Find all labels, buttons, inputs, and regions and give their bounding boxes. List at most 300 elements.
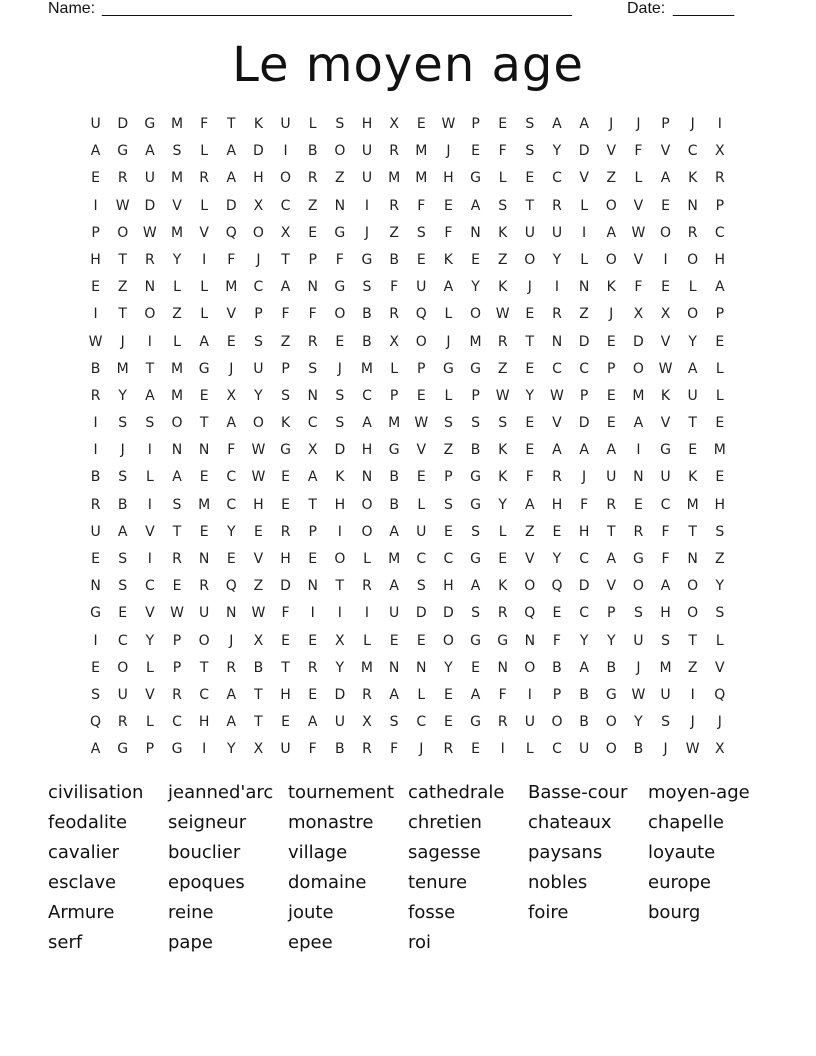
grid-row: [82, 301, 734, 328]
grid-letter: O: [605, 741, 617, 758]
grid-row: [82, 274, 734, 301]
grid-letter: L: [715, 387, 724, 404]
grid-letter: M: [225, 279, 238, 296]
grid-letter: N: [226, 605, 237, 622]
word-list-item: tenure: [408, 872, 468, 893]
grid-letter: D: [415, 605, 427, 622]
word-list-row: [48, 929, 778, 959]
grid-letter: C: [253, 279, 264, 296]
grid-letter: P: [715, 306, 725, 323]
grid-letter: L: [200, 197, 209, 214]
grid-letter: W: [414, 415, 429, 432]
grid-letter: U: [578, 741, 590, 758]
grid-letter: V: [633, 197, 644, 214]
word-list-item: pape: [168, 932, 213, 953]
grid-letter: I: [93, 415, 98, 432]
grid-letter: C: [199, 686, 210, 703]
word-list-item: domaine: [288, 872, 367, 893]
grid-letter: I: [582, 224, 587, 241]
grid-letter: P: [254, 306, 263, 323]
grid-letter: X: [253, 197, 264, 214]
grid-letter: S: [362, 279, 372, 296]
grid-row: [82, 573, 734, 600]
grid-letter: P: [308, 251, 317, 268]
grid-letter: L: [390, 360, 399, 377]
grid-letter: I: [364, 197, 370, 214]
grid-letter: L: [715, 360, 724, 377]
grid-letter: G: [470, 170, 481, 187]
grid-letter: F: [335, 251, 344, 268]
grid-letter: N: [524, 632, 536, 649]
grid-letter: H: [280, 551, 291, 567]
grid-letter: V: [416, 442, 427, 459]
grid-letter: O: [252, 224, 264, 241]
grid-letter: E: [308, 686, 318, 703]
grid-letter: P: [471, 116, 480, 132]
grid-letter: S: [172, 143, 182, 160]
grid-letter: N: [687, 551, 698, 567]
grid-letter: E: [525, 360, 535, 377]
grid-letter: J: [419, 741, 424, 758]
grid-letter: M: [388, 551, 401, 567]
grid-letter: O: [470, 306, 482, 323]
grid-letter: J: [690, 714, 695, 731]
grid-letter: W: [251, 605, 266, 622]
grid-letter: M: [170, 387, 184, 404]
grid-letter: E: [715, 469, 725, 486]
grid-letter: Z: [117, 279, 128, 296]
grid-letter: O: [198, 632, 210, 649]
grid-letter: X: [633, 306, 644, 323]
grid-letter: G: [470, 496, 481, 513]
grid-letter: G: [171, 741, 183, 758]
grid-letter: O: [605, 197, 617, 214]
grid-letter: C: [280, 197, 291, 214]
grid-letter: A: [226, 714, 237, 731]
grid-letter: H: [361, 442, 373, 459]
grid-letter: E: [525, 415, 535, 432]
grid-letter: J: [609, 306, 614, 323]
grid-letter: W: [88, 333, 103, 350]
word-list-item: Armure: [48, 902, 115, 923]
grid-letter: J: [582, 469, 587, 486]
grid-letter: J: [120, 333, 125, 350]
grid-letter: L: [145, 659, 154, 676]
grid-letter: L: [444, 387, 453, 404]
grid-letter: D: [578, 578, 590, 595]
grid-letter: W: [441, 116, 456, 132]
grid-letter: T: [335, 578, 345, 595]
grid-letter: P: [607, 360, 616, 377]
grid-letter: U: [687, 387, 698, 404]
grid-letter: S: [308, 360, 318, 377]
grid-letter: A: [226, 415, 237, 432]
grid-letter: V: [660, 333, 671, 350]
grid-letter: J: [636, 659, 641, 676]
grid-letter: R: [307, 659, 318, 676]
grid-letter: A: [226, 686, 237, 703]
grid-letter: D: [578, 333, 590, 350]
grid-letter: X: [335, 632, 345, 649]
grid-letter: E: [443, 686, 453, 703]
word-list-item: bouclier: [168, 842, 241, 863]
grid-letter: B: [307, 143, 318, 160]
grid-letter: J: [364, 224, 370, 241]
grid-letter: K: [253, 116, 263, 132]
grid-row: [82, 736, 734, 763]
grid-letter: J: [229, 360, 234, 377]
grid-letter: X: [715, 143, 725, 160]
grid-letter: N: [307, 279, 318, 296]
word-list-item: village: [288, 842, 348, 863]
grid-letter: S: [471, 415, 480, 432]
grid-letter: L: [688, 279, 697, 296]
grid-letter: R: [117, 714, 128, 731]
word-list-item: joute: [288, 902, 334, 923]
grid-letter: Z: [497, 360, 508, 377]
grid-letter: Q: [551, 578, 563, 595]
grid-letter: S: [253, 333, 263, 350]
grid-letter: R: [497, 333, 508, 350]
word-list-item: nobles: [528, 872, 588, 893]
grid-row: [82, 193, 734, 220]
grid-letter: R: [144, 251, 155, 268]
grid-letter: U: [606, 469, 617, 486]
grid-letter: J: [527, 279, 532, 296]
grid-letter: B: [606, 659, 617, 676]
grid-letter: R: [633, 523, 644, 540]
grid-letter: H: [551, 496, 563, 513]
grid-letter: B: [389, 496, 399, 513]
grid-letter: P: [145, 741, 155, 758]
grid-letter: L: [363, 551, 371, 567]
grid-letter: R: [714, 170, 725, 187]
grid-letter: C: [307, 415, 318, 432]
grid-letter: R: [389, 143, 399, 160]
grid-letter: G: [198, 360, 210, 377]
grid-row: [82, 546, 734, 573]
grid-letter: O: [551, 714, 563, 731]
grid-letter: C: [117, 632, 128, 649]
grid-letter: W: [170, 605, 184, 622]
grid-letter: B: [335, 741, 345, 758]
grid-letter: E: [606, 415, 616, 432]
grid-letter: A: [389, 578, 399, 595]
grid-letter: N: [334, 197, 346, 214]
grid-letter: E: [443, 523, 453, 540]
grid-letter: M: [116, 360, 129, 377]
grid-letter: E: [498, 551, 508, 567]
grid-letter: B: [470, 442, 481, 459]
grid-letter: E: [91, 279, 100, 296]
grid-letter: F: [552, 632, 561, 649]
grid-letter: S: [118, 415, 128, 432]
grid-letter: C: [714, 224, 725, 241]
grid-letter: H: [714, 496, 726, 513]
grid-letter: W: [142, 224, 157, 241]
grid-letter: J: [663, 741, 668, 758]
grid-letter: H: [443, 170, 454, 187]
grid-letter: C: [172, 714, 182, 731]
grid-letter: J: [446, 333, 451, 350]
grid-letter: G: [144, 116, 156, 132]
grid-letter: F: [661, 523, 670, 540]
grid-letter: L: [498, 170, 507, 187]
grid-letter: A: [145, 143, 155, 160]
grid-letter: T: [688, 632, 697, 649]
grid-letter: X: [280, 224, 291, 241]
grid-letter: C: [579, 551, 589, 567]
grid-letter: U: [524, 714, 535, 731]
grid-letter: H: [578, 523, 590, 540]
word-list-item: fosse: [408, 902, 456, 923]
grid-letter: X: [253, 632, 264, 649]
grid-row: [82, 410, 734, 437]
grid-letter: L: [715, 632, 724, 649]
word-list-item: sagesse: [408, 842, 481, 863]
grid-letter: A: [633, 415, 644, 432]
grid-letter: Y: [525, 387, 535, 404]
grid-letter: P: [552, 686, 562, 703]
grid-letter: T: [525, 197, 535, 214]
grid-row: [82, 165, 734, 192]
grid-letter: V: [525, 551, 535, 567]
grid-letter: E: [416, 469, 426, 486]
grid-letter: E: [416, 116, 426, 132]
grid-letter: L: [200, 306, 209, 323]
grid-letter: P: [308, 523, 317, 540]
grid-letter: Y: [579, 632, 589, 649]
grid-letter: E: [308, 551, 318, 567]
grid-letter: K: [498, 224, 508, 241]
grid-row: [82, 437, 734, 464]
grid-letter: W: [251, 442, 266, 459]
grid-letter: C: [416, 551, 427, 567]
grid-letter: T: [281, 659, 290, 676]
grid-row: [82, 464, 734, 491]
grid-letter: A: [715, 279, 725, 296]
grid-letter: D: [280, 578, 291, 595]
grid-letter: X: [389, 333, 399, 350]
word-list-row: [48, 839, 778, 869]
grid-letter: A: [552, 116, 562, 132]
grid-letter: M: [415, 170, 428, 187]
grid-letter: H: [660, 605, 671, 622]
grid-letter: M: [469, 333, 482, 350]
grid-letter: G: [90, 605, 101, 622]
grid-letter: G: [280, 442, 291, 459]
grid-letter: E: [552, 523, 562, 540]
grid-letter: S: [471, 605, 480, 622]
grid-letter: F: [525, 469, 534, 486]
grid-letter: Y: [688, 333, 697, 350]
grid-letter: R: [443, 741, 454, 758]
grid-letter: V: [145, 523, 155, 540]
grid-letter: N: [497, 659, 508, 676]
grid-letter: B: [90, 360, 101, 377]
grid-letter: H: [198, 714, 210, 731]
grid-letter: C: [416, 714, 427, 731]
grid-letter: F: [417, 197, 426, 214]
grid-letter: N: [361, 469, 373, 486]
word-list-item: seigneur: [168, 812, 247, 833]
grid-letter: A: [660, 578, 671, 595]
word-list-item: cathedrale: [408, 782, 505, 803]
grid-letter: L: [173, 333, 181, 350]
word-list-item: loyaute: [648, 842, 716, 863]
grid-letter: R: [199, 170, 209, 187]
grid-letter: E: [525, 306, 535, 323]
grid-letter: O: [632, 578, 644, 595]
grid-letter: L: [417, 686, 426, 703]
grid-letter: Y: [552, 143, 562, 160]
word-list-item: tournement: [288, 782, 395, 803]
grid-letter: E: [661, 279, 670, 296]
grid-letter: E: [308, 224, 318, 241]
grid-letter: E: [416, 387, 426, 404]
grid-letter: P: [172, 632, 182, 649]
grid-letter: R: [497, 714, 508, 731]
grid-letter: Z: [172, 306, 182, 323]
grid-letter: A: [280, 279, 291, 296]
grid-letter: L: [634, 170, 643, 187]
grid-letter: G: [660, 442, 671, 459]
grid-letter: A: [362, 415, 372, 432]
grid-letter: G: [388, 442, 400, 459]
grid-letter: M: [388, 415, 401, 432]
grid-letter: K: [606, 279, 616, 296]
grid-letter: D: [334, 686, 346, 703]
grid-letter: E: [335, 333, 345, 350]
grid-letter: E: [91, 659, 100, 676]
grid-letter: Y: [552, 551, 562, 567]
grid-letter: L: [498, 523, 507, 540]
grid-letter: G: [497, 632, 509, 649]
grid-letter: J: [120, 442, 125, 459]
grid-letter: D: [334, 442, 346, 459]
header-line: [48, 0, 748, 20]
grid-letter: R: [552, 469, 562, 486]
grid-letter: W: [115, 197, 130, 214]
word-list-item: civilisation: [48, 782, 144, 803]
grid-letter: U: [524, 224, 535, 241]
grid-letter: B: [253, 659, 264, 676]
grid-letter: O: [361, 523, 373, 540]
grid-letter: Y: [335, 659, 345, 676]
grid-letter: A: [389, 523, 399, 540]
grid-letter: O: [605, 251, 617, 268]
word-list-row: [48, 869, 778, 899]
grid-letter: V: [660, 415, 671, 432]
grid-letter: F: [498, 143, 507, 160]
grid-letter: M: [360, 360, 374, 377]
grid-letter: H: [361, 116, 373, 132]
grid-letter: Q: [415, 306, 427, 323]
grid-letter: O: [171, 415, 183, 432]
grid-letter: N: [551, 333, 563, 350]
grid-letter: A: [660, 170, 671, 187]
grid-letter: J: [337, 360, 342, 377]
grid-letter: F: [634, 143, 643, 160]
grid-letter: I: [663, 251, 668, 268]
grid-letter: G: [442, 360, 454, 377]
grid-letter: U: [361, 143, 373, 160]
grid-letter: E: [91, 170, 100, 187]
grid-row: [82, 383, 734, 410]
grid-letter: U: [280, 116, 291, 132]
grid-letter: A: [90, 741, 101, 758]
name-blank-line[interactable]: ______________________________________________________: [102, 0, 572, 17]
grid-letter: S: [389, 714, 399, 731]
grid-letter: Z: [443, 442, 454, 459]
word-list-item: cavalier: [48, 842, 120, 863]
grid-letter: O: [524, 578, 536, 595]
grid-letter: F: [634, 279, 643, 296]
grid-letter: I: [690, 686, 695, 703]
grid-letter: Z: [389, 224, 399, 241]
grid-letter: R: [552, 197, 562, 214]
grid-letter: D: [144, 197, 156, 214]
grid-letter: I: [93, 632, 98, 649]
grid-letter: R: [199, 578, 209, 595]
word-list-item: serf: [48, 932, 83, 953]
grid-letter: Z: [280, 333, 291, 350]
word-list-item: Basse-cour: [528, 782, 628, 803]
grid-letter: E: [443, 714, 453, 731]
grid-letter: R: [307, 170, 318, 187]
grid-letter: A: [199, 333, 209, 350]
grid-letter: Y: [715, 578, 725, 595]
grid-letter: R: [389, 197, 399, 214]
grid-letter: E: [525, 442, 535, 459]
grid-letter: T: [118, 306, 127, 323]
grid-letter: Y: [634, 714, 643, 731]
grid-letter: B: [579, 714, 589, 731]
grid-letter: Y: [498, 496, 507, 513]
grid-letter: M: [388, 170, 401, 187]
grid-letter: D: [632, 333, 644, 350]
grid-letter: E: [471, 659, 480, 676]
grid-letter: S: [335, 387, 345, 404]
grid-letter: F: [661, 551, 670, 567]
grid-letter: J: [609, 116, 614, 132]
grid-letter: I: [147, 496, 152, 513]
grid-letter: U: [416, 279, 427, 296]
grid-letter: E: [281, 469, 290, 486]
grid-letter: P: [417, 360, 426, 377]
grid-letter: E: [715, 415, 725, 432]
grid-letter: D: [225, 197, 237, 214]
word-list-item: chapelle: [648, 812, 724, 833]
grid-letter: E: [633, 496, 643, 513]
word-list: [48, 779, 778, 959]
grid-letter: K: [688, 170, 698, 187]
grid-letter: A: [226, 170, 237, 187]
grid-row: [82, 356, 734, 383]
grid-letter: Z: [687, 659, 698, 676]
grid-letter: R: [117, 170, 128, 187]
grid-letter: X: [226, 387, 237, 404]
grid-letter: S: [498, 415, 508, 432]
grid-letter: Z: [715, 551, 725, 567]
grid-letter: V: [633, 251, 644, 268]
grid-letter: V: [579, 170, 589, 187]
grid-letter: C: [660, 496, 671, 513]
date-blank-line[interactable]: _______: [673, 0, 734, 17]
grid-letter: R: [389, 306, 399, 323]
grid-letter: I: [283, 143, 288, 160]
grid-letter: E: [416, 251, 426, 268]
